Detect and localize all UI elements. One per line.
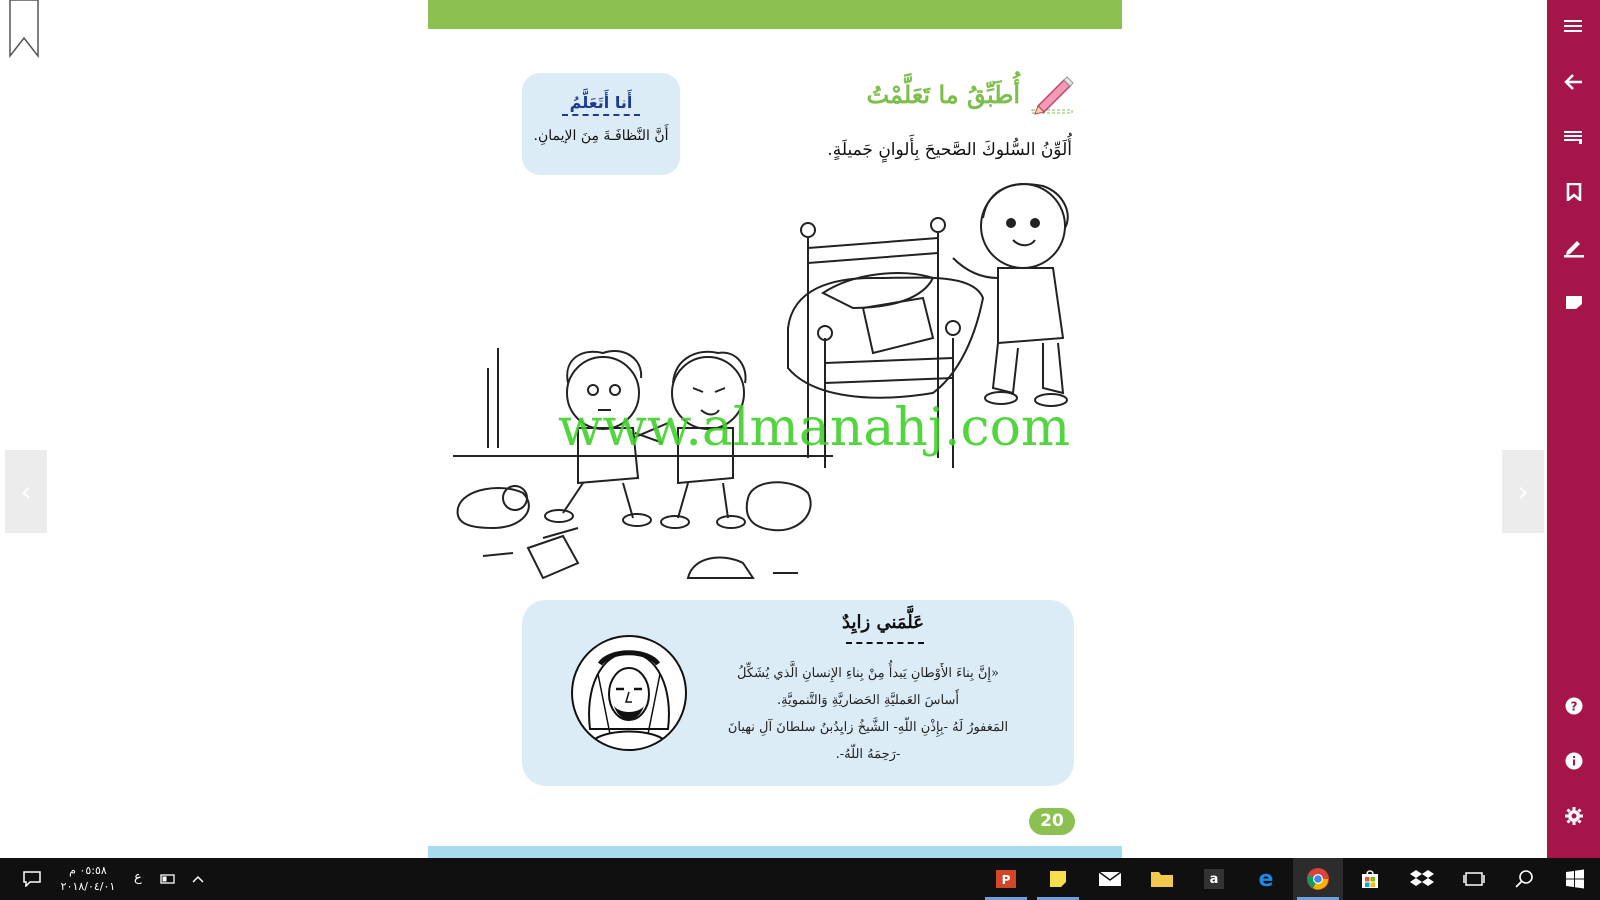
attribution-line: -رَحِمَهُ اللّهُ-. xyxy=(835,747,901,762)
apply-section-heading xyxy=(866,72,1074,116)
start-button-icon[interactable] xyxy=(1550,858,1600,900)
prev-page-button[interactable]: ‹ xyxy=(5,450,47,533)
pen-icon[interactable] xyxy=(1547,227,1600,267)
attribution-line: المَغفورُ لَهُ -بِإِذْنِ اللّهِ- الشَّيخُ زايِدُبنُ سلطانَ آلِ نهيانَ xyxy=(727,720,1009,735)
info-icon[interactable] xyxy=(1547,741,1600,781)
taskbar-clock[interactable] xyxy=(58,863,118,895)
system-tray xyxy=(0,858,260,900)
clock-time: ٠٥:٥٨ م xyxy=(69,864,107,877)
quote-line: «إِنَّ بِناءَ الأَوْطانِ يَبدأُ مِنْ بِناءِ الإِنسانِ الَّذي يُشَكِّلُ xyxy=(737,666,999,681)
dropbox-app-icon[interactable] xyxy=(1397,858,1447,900)
windows-taskbar xyxy=(0,858,1600,900)
instruction-text: أُلَوِّنُ السُّلوكَ الصَّحيحَ بِأَلوانٍ جَميلَةٍ. xyxy=(827,140,1072,160)
store-app-icon[interactable] xyxy=(1345,858,1395,900)
menu-icon[interactable] xyxy=(1547,6,1600,46)
bookmark-ribbon-icon[interactable] xyxy=(8,0,40,58)
clock-date: ٢٠١٨/٠٤/٠١ xyxy=(60,880,116,893)
i-learn-title: أَنا أَتَعَلَّمُ xyxy=(569,93,633,112)
file-explorer-app-icon[interactable] xyxy=(1137,858,1187,900)
watermark-text: www.almanahj.com xyxy=(558,398,1071,458)
svg-text:?: ? xyxy=(1570,699,1577,714)
pencil-icon xyxy=(1030,72,1074,116)
chevron-up-icon[interactable] xyxy=(184,858,212,900)
page-top-band xyxy=(428,0,1122,29)
i-learn-box xyxy=(522,73,680,175)
svg-text:e: e xyxy=(1258,867,1274,891)
bookmark-icon[interactable] xyxy=(1547,172,1600,212)
battery-icon[interactable] xyxy=(150,858,186,900)
boy-making-bed-drawing xyxy=(953,184,1068,406)
task-view-icon[interactable] xyxy=(1449,858,1499,900)
coloring-illustration xyxy=(453,178,1103,598)
page-bottom-band xyxy=(428,846,1122,858)
page-number-badge: 20 xyxy=(1029,808,1075,835)
input-language-indicator[interactable]: ع xyxy=(134,870,142,885)
sheikh-zayed-portrait xyxy=(570,634,688,752)
mail-app-icon[interactable] xyxy=(1085,858,1135,900)
action-center-icon[interactable] xyxy=(8,858,56,900)
title-underline xyxy=(846,642,924,644)
chrome-browser-icon[interactable] xyxy=(1293,858,1343,900)
search-icon[interactable] xyxy=(1499,858,1549,900)
sticky-notes-app-icon[interactable] xyxy=(1033,858,1083,900)
title-underline xyxy=(562,114,640,116)
reader-sidebar xyxy=(1547,0,1600,858)
back-arrow-icon[interactable] xyxy=(1547,62,1600,102)
powerpoint-app-icon[interactable] xyxy=(981,858,1031,900)
quote-line: أَساسَ العَمليَّةِ الحَضاريَّةِ وَالتَّنمويَّةِ. xyxy=(777,693,959,708)
svg-text:P: P xyxy=(1001,873,1011,887)
note-icon[interactable] xyxy=(1547,282,1600,322)
scattered-items-drawing xyxy=(458,482,811,578)
i-learn-text: أَنَّ النَّظافَـةَ مِنَ الإيمانِ. xyxy=(533,128,669,144)
edge-browser-icon[interactable] xyxy=(1241,858,1291,900)
next-page-button[interactable]: › xyxy=(1502,450,1544,533)
amazon-app-icon[interactable] xyxy=(1189,858,1239,900)
book-page xyxy=(428,0,1122,858)
apply-title: أُطَبِّقُ ما تَعَلَّمْتُ xyxy=(866,79,1020,109)
zayed-box-title: عَلَّمَني زايِدٌ xyxy=(842,612,924,633)
help-icon[interactable] xyxy=(1547,686,1600,726)
zayed-taught-me-box xyxy=(522,600,1074,786)
zayed-quote xyxy=(718,660,1018,768)
settings-icon[interactable] xyxy=(1547,796,1600,836)
svg-text:a: a xyxy=(1209,872,1219,887)
list-icon[interactable] xyxy=(1547,117,1600,157)
